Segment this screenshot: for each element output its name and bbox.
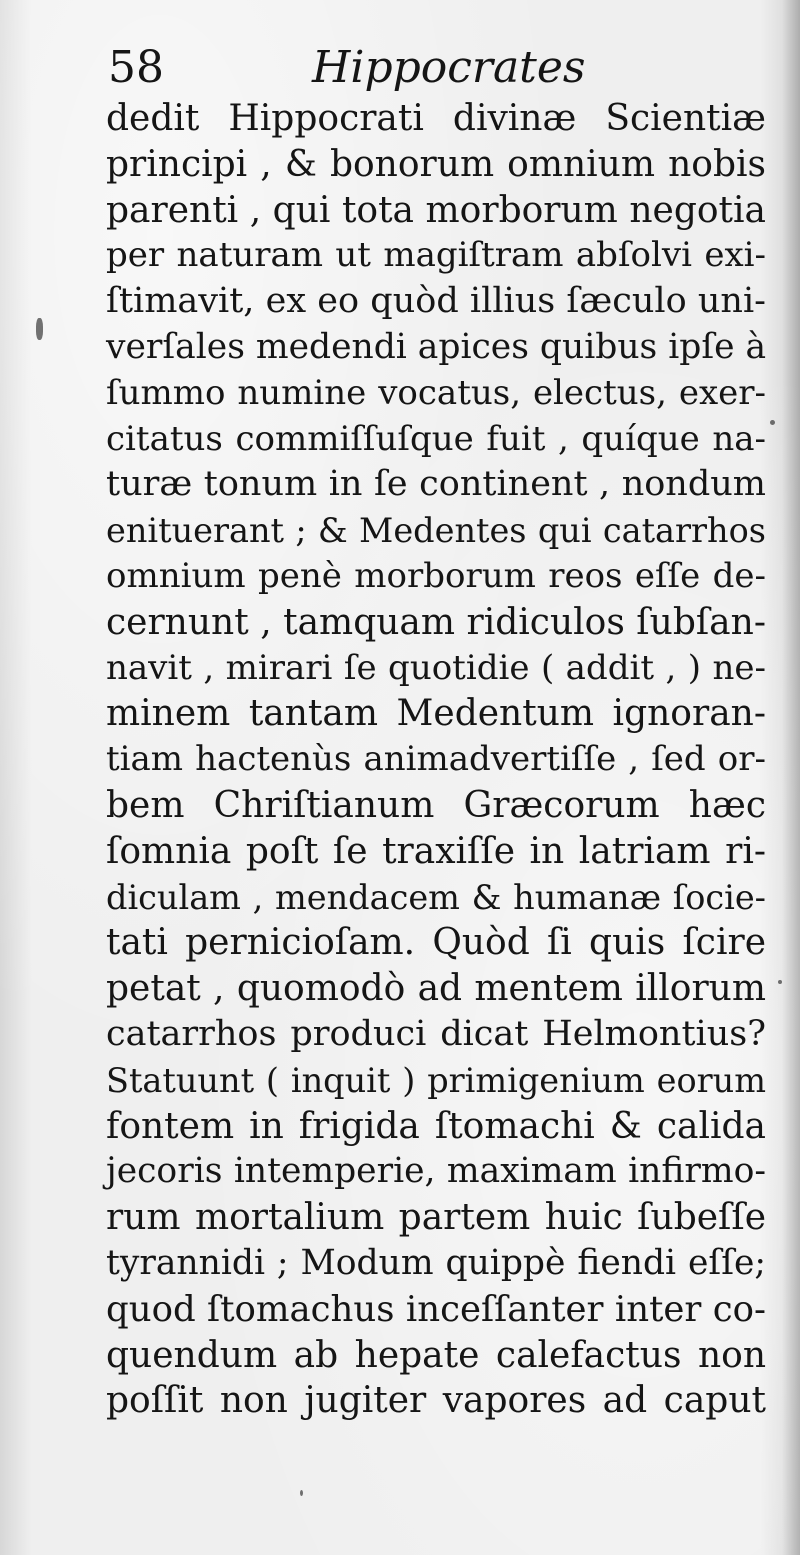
ink-speck <box>770 420 775 425</box>
text-line: principi , & bonorum omnium nobis <box>106 143 766 185</box>
text-line: parenti , qui tota morborum negotia <box>106 189 766 231</box>
text-line: fontem in frigida ſtomachi & calida <box>106 1105 766 1147</box>
text-line: jecoris intemperie, maximam infirmo- <box>106 1151 766 1192</box>
text-line: turæ tonum in ſe continent , nondum <box>106 464 766 505</box>
text-line: diculam , mendacem & humanæ ſocie- <box>106 877 766 917</box>
ink-speck <box>36 318 43 340</box>
text-line: petat , quomodò ad mentem illorum <box>106 968 766 1010</box>
text-line: citatus commiſſuſque fuit , quíque na- <box>106 418 766 459</box>
text-line: omnium penè morborum reos eſſe de- <box>106 555 766 596</box>
ink-speck <box>778 980 782 984</box>
ink-speck <box>300 1490 303 1496</box>
running-title: Hippocrates <box>312 42 586 93</box>
text-line: verſales medendi apices quibus ipſe à <box>106 326 767 367</box>
text-line: navit , mirari ſe quotidie ( addit , ) ne- <box>106 647 766 688</box>
text-line: ſummo numine vocatus, electus, exer- <box>106 372 766 413</box>
text-line: dedit Hippocrati divinæ Scientiæ <box>106 98 766 139</box>
text-line: bem Chriſtianum Græcorum hæc <box>106 784 766 826</box>
text-line: quendum ab hepate calefactus non <box>106 1334 766 1376</box>
text-line: catarrhos produci dicat Helmontius? <box>106 1013 766 1054</box>
text-line: quod ſtomachus inceſſanter inter co- <box>106 1288 766 1330</box>
text-line: rum mortalium partem huic ſubeſſe <box>106 1197 766 1239</box>
text-line: per naturam ut magiſtram abſolvi exi- <box>106 235 766 276</box>
text-line: tyrannidi ; Modum quippè fiendi eſſe; <box>106 1242 766 1283</box>
page-number: 58 <box>108 42 164 93</box>
text-body <box>106 96 766 1424</box>
text-line: tiam hactenùs animadvertiſſe , ſed or- <box>106 739 766 780</box>
text-line: ſtimavit, ex eo quòd illius ſæculo uni- <box>106 281 766 322</box>
page-edge-shadow <box>782 0 800 1555</box>
text-line: poſſit non jugiter vapores ad caput <box>106 1380 766 1422</box>
text-line: cernunt , tamquam ridiculos ſubſan- <box>106 601 766 643</box>
text-line: minem tantam Medentum ignoran- <box>106 693 766 735</box>
text-line: ſomnia poſt ſe traxiſſe in latriam ri- <box>106 830 766 872</box>
text-line: tati pernicioſam. Quòd ſi quis ſcire <box>106 922 766 964</box>
text-line: Statuunt ( inquit ) primigenium eorum <box>106 1060 766 1100</box>
running-head <box>104 40 764 96</box>
text-line: enituerant ; & Medentes qui catarrhos <box>106 511 766 551</box>
